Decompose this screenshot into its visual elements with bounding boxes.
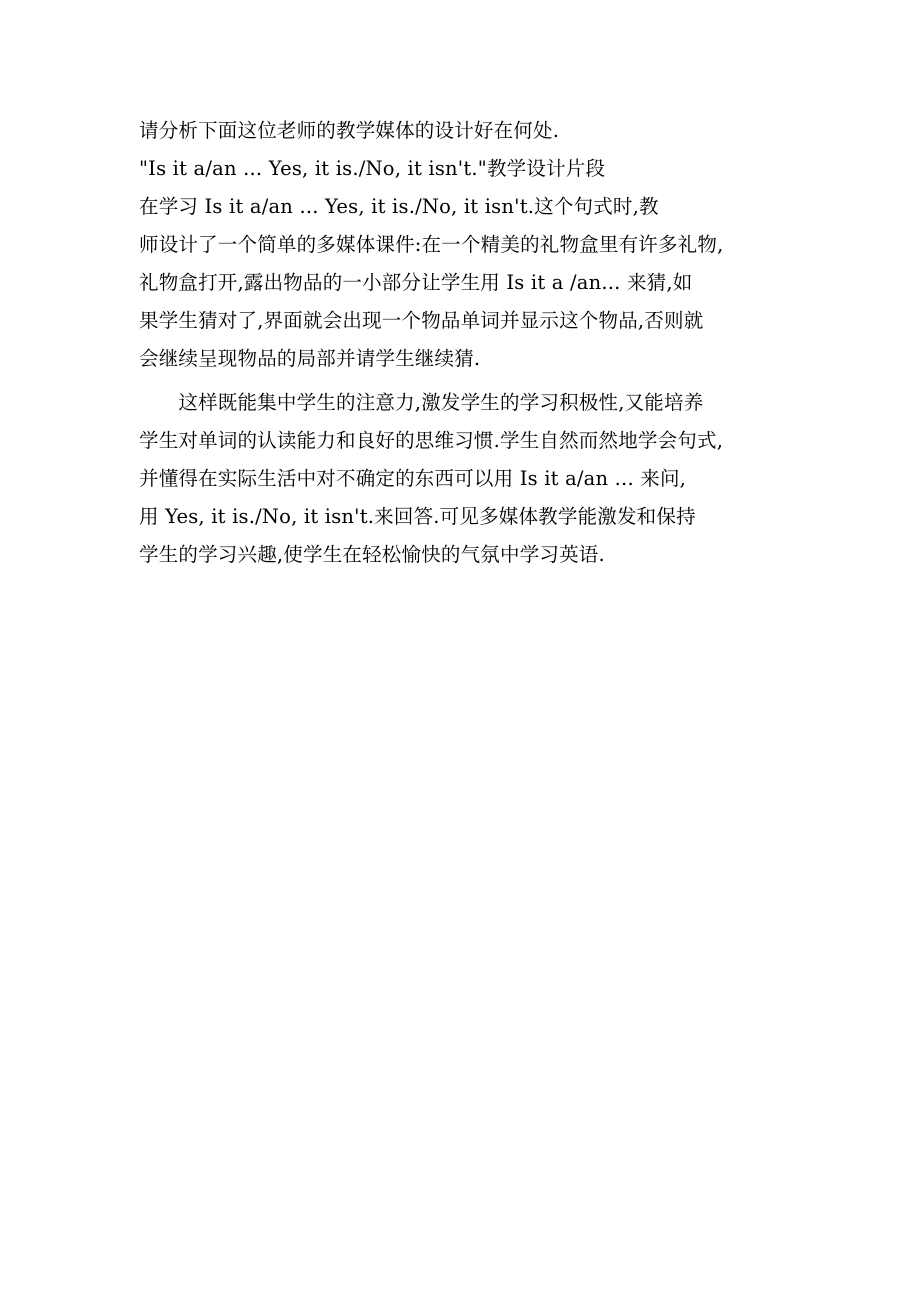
paragraph-1-line-2: 师设计了一个简单的多媒体课件:在一个精美的礼物盒里有许多礼物,: [139, 233, 724, 256]
paragraph-1: [139, 188, 789, 378]
paragraph-2: [139, 378, 789, 574]
paragraph-1-line-1: 在学习 Is it a/an ... Yes, it is./No, it isn't.这个句式时,教: [139, 195, 659, 218]
question-line: 请分析下面这位老师的教学媒体的设计好在何处.: [139, 119, 560, 142]
paragraph-2-line-3: 并懂得在实际生活中对不确定的东西可以用 Is it a/an ... 来问,: [139, 467, 687, 490]
document-body: [139, 112, 789, 574]
paragraph-1-line-4: 果学生猜对了,界面就会出现一个物品单词并显示这个物品,否则就: [139, 309, 704, 332]
segment-title: "Is it a/an ... Yes, it is./No, it isn't."教学设计片段: [139, 157, 606, 180]
paragraph-2-line-2: 学生对单词的认读能力和良好的思维习惯.学生自然而然地学会句式,: [139, 429, 724, 452]
paragraph-2-line-4: 用 Yes, it is./No, it isn't.来回答.可见多媒体教学能激发和保持: [139, 505, 696, 528]
paragraph-2-line-1: 这样既能集中学生的注意力,激发学生的学习积极性,又能培养: [139, 391, 704, 414]
paragraph-2-line-5: 学生的学习兴趣,使学生在轻松愉快的气氛中学习英语.: [139, 543, 605, 566]
paragraph-1-line-5: 会继续呈现物品的局部并请学生继续猜.: [139, 347, 481, 370]
paragraph-1-line-3: 礼物盒打开,露出物品的一小部分让学生用 Is it a /an... 来猜,如: [139, 271, 693, 294]
